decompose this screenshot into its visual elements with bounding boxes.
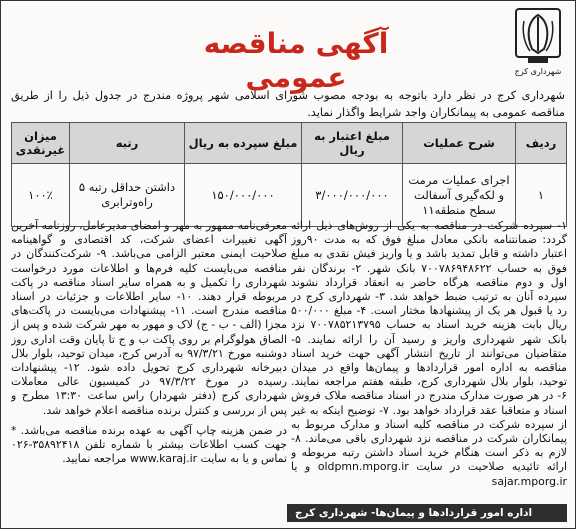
table-header-row: [12, 123, 567, 164]
cell-description: اجرای عملیات مرمت و لکه‌گیری آسفالت سطح منطقه۱۱: [403, 164, 516, 227]
conditions-left-column: [11, 219, 287, 489]
col-header-deposit-amount: مبلغ سپرده به ریال: [185, 123, 302, 164]
conditions-left-text: معرفی‌نامه ممهور به مهر و امضای مدیرعامل، روزنامه آخرین آگهی تغییرات اعضای شرکت، کد اقتصادی و گواهینامه صلاحیت ایمنی معتبر الزامی می‌باشد. ۹- شرکت‌کنندگان در مناقصه می‌بایست کلیه فرم‌ها و اطلاعات مورد درخواست شهرداری را تکمیل و به همراه سایر اسناد مناقصه در پاکت مربوطه قرار دهند. ۱۰- سایر اطلاعات و جزئیات در اسناد مناقصه مندرج است. ۱۱- پیشنهادات می‌بایست در پاکت‌های مجزا (الف - ب - ج) لاک و مهور به مهر شرکت شده و پس از الصاق هولوگرام بر روی پاکت ب و ج تا پایان وقت اداری روز دوشنبه مورخ ۹۷/۳/۲۱ به آدرس کرج، میدان توحید، بلوار بلال دبیرخانه شهرداری کرج تحویل داده شود. ۱۲- پیشنهادات رسیده در مورخ ۹۷/۳/۲۲ در کمیسیون عالی معاملات شهرداری کرج (دفتر شهردار) راس ساعت ۱۳:۳۰ مطرح و پس از بررسی و کنترل برنده مناقصه اعلام خواهد شد.: [11, 219, 287, 417]
conditions-right-column: ۱- سپرده شرکت در مناقصه به یکی از روش‌های ذیل ارائه گردد: ضمانتنامه بانکی معادل مبلغ فوق که به مدت ۹۰روز اعتبار داشته و قابل تمدید باشد و یا واریز فیش نقدی به مبلغ فوق به حساب ۷۰۰۷۸۶۹۴۸۶۲۲ بانک شهر. ۲- برندگان نفر اول و دوم مناقصه هرگاه حاضر به انعقاد قرارداد نشوند سپرده آنان به ترتیب ضبط خواهد شد. ۳- شهرداری کرج در رد یا قبول هر یک از پیشنهادها مختار است. ۴- مبلغ ۵۰۰/۰۰۰ ریال بابت هزینه خرید اسناد به حساب ۷۰۰۷۸۵۲۱۳۷۹۵ نزد بانک شهر شهرداری واریز و رسید آن را ارائه نمایند. ۵- متقاضیان می‌توانند از تاریخ انتشار آگهی جهت خرید اسناد مناقصه به اداره امور قراردادها و پیمان‌ها واقع در میدان توحید، بلوار بلال شهرداری کرج، طبقه هفتم مراجعه نمایند. ۶- در هر صورت مدارک مندرج در اسناد مناقصه ملاک فروش اسناد و متعاقبا عقد قرارداد خواهد بود. ۷- توضیح اینکه به غیر از سپرده شرکت در مناقصه کلیه اسناد و مدارک مربوط به پیمانکاران شرکت در مناقصه نزد شهرداری باقی می‌ماند. ۸- لازم به ذکر است هنگام خرید اسناد داشتن رتبه مربوطه و ارائه تائیدیه صلاحیت در سایت oldpmn.mporg.ir و یا sajar.mporg.ir: [291, 219, 567, 487]
col-header-description: شرح عملیات: [403, 123, 516, 164]
cell-grade: داشتن حداقل رتبه ۵ راه‌وترابری: [70, 164, 185, 227]
ad-footer: [11, 502, 567, 524]
conditions-section: [11, 219, 567, 489]
footer-spacer: [11, 504, 287, 522]
ad-header: [1, 5, 576, 94]
logo-emblem-icon: [514, 7, 562, 67]
cell-deposit-amount: ۱۵۰/۰۰۰/۰۰۰: [185, 164, 302, 227]
karaj-municipality-logo: [507, 7, 569, 85]
table-row: [12, 164, 567, 227]
contact-info: در ضمن هزینه چاپ آگهی به عهده برنده مناقصه می‌باشد. * جهت کسب اطلاعات بیشتر با شماره تلفن ۳۵۸۹۲۴۱۸-۰۲۶ تماس و یا به سایت www.karaj.ir مراجعه نمایید.: [11, 423, 287, 466]
footer-bar: اداره امور قراردادها و پیمان‌ها- شهرداری کرج: [287, 504, 567, 522]
cell-credit-amount: ۳/۰۰۰/۰۰۰/۰۰۰: [302, 164, 403, 227]
logo-caption: شهرداری کرج: [514, 67, 562, 76]
col-header-grade: رتبه: [70, 123, 185, 164]
intro-paragraph: شهرداری کرج در نظر دارد باتوجه به بودجه مصوب شورای اسلامی شهر پروژه مندرج در جدول ذیل را از طریق مناقصه عمومی به پیمانکاران واجد شرایط واگذار نماید.: [11, 89, 565, 119]
tender-table: [11, 122, 567, 227]
col-header-non-cash: میزان غیرنقدی: [12, 123, 70, 164]
ad-title: آگهی مناقصه عمومی: [203, 27, 389, 94]
cell-non-cash: ۱۰۰٪: [12, 164, 70, 227]
cell-row-number: ۱: [516, 164, 567, 227]
col-header-credit-amount: مبلغ اعتبار به ریال: [302, 123, 403, 164]
col-header-row-number: ردیف: [516, 123, 567, 164]
